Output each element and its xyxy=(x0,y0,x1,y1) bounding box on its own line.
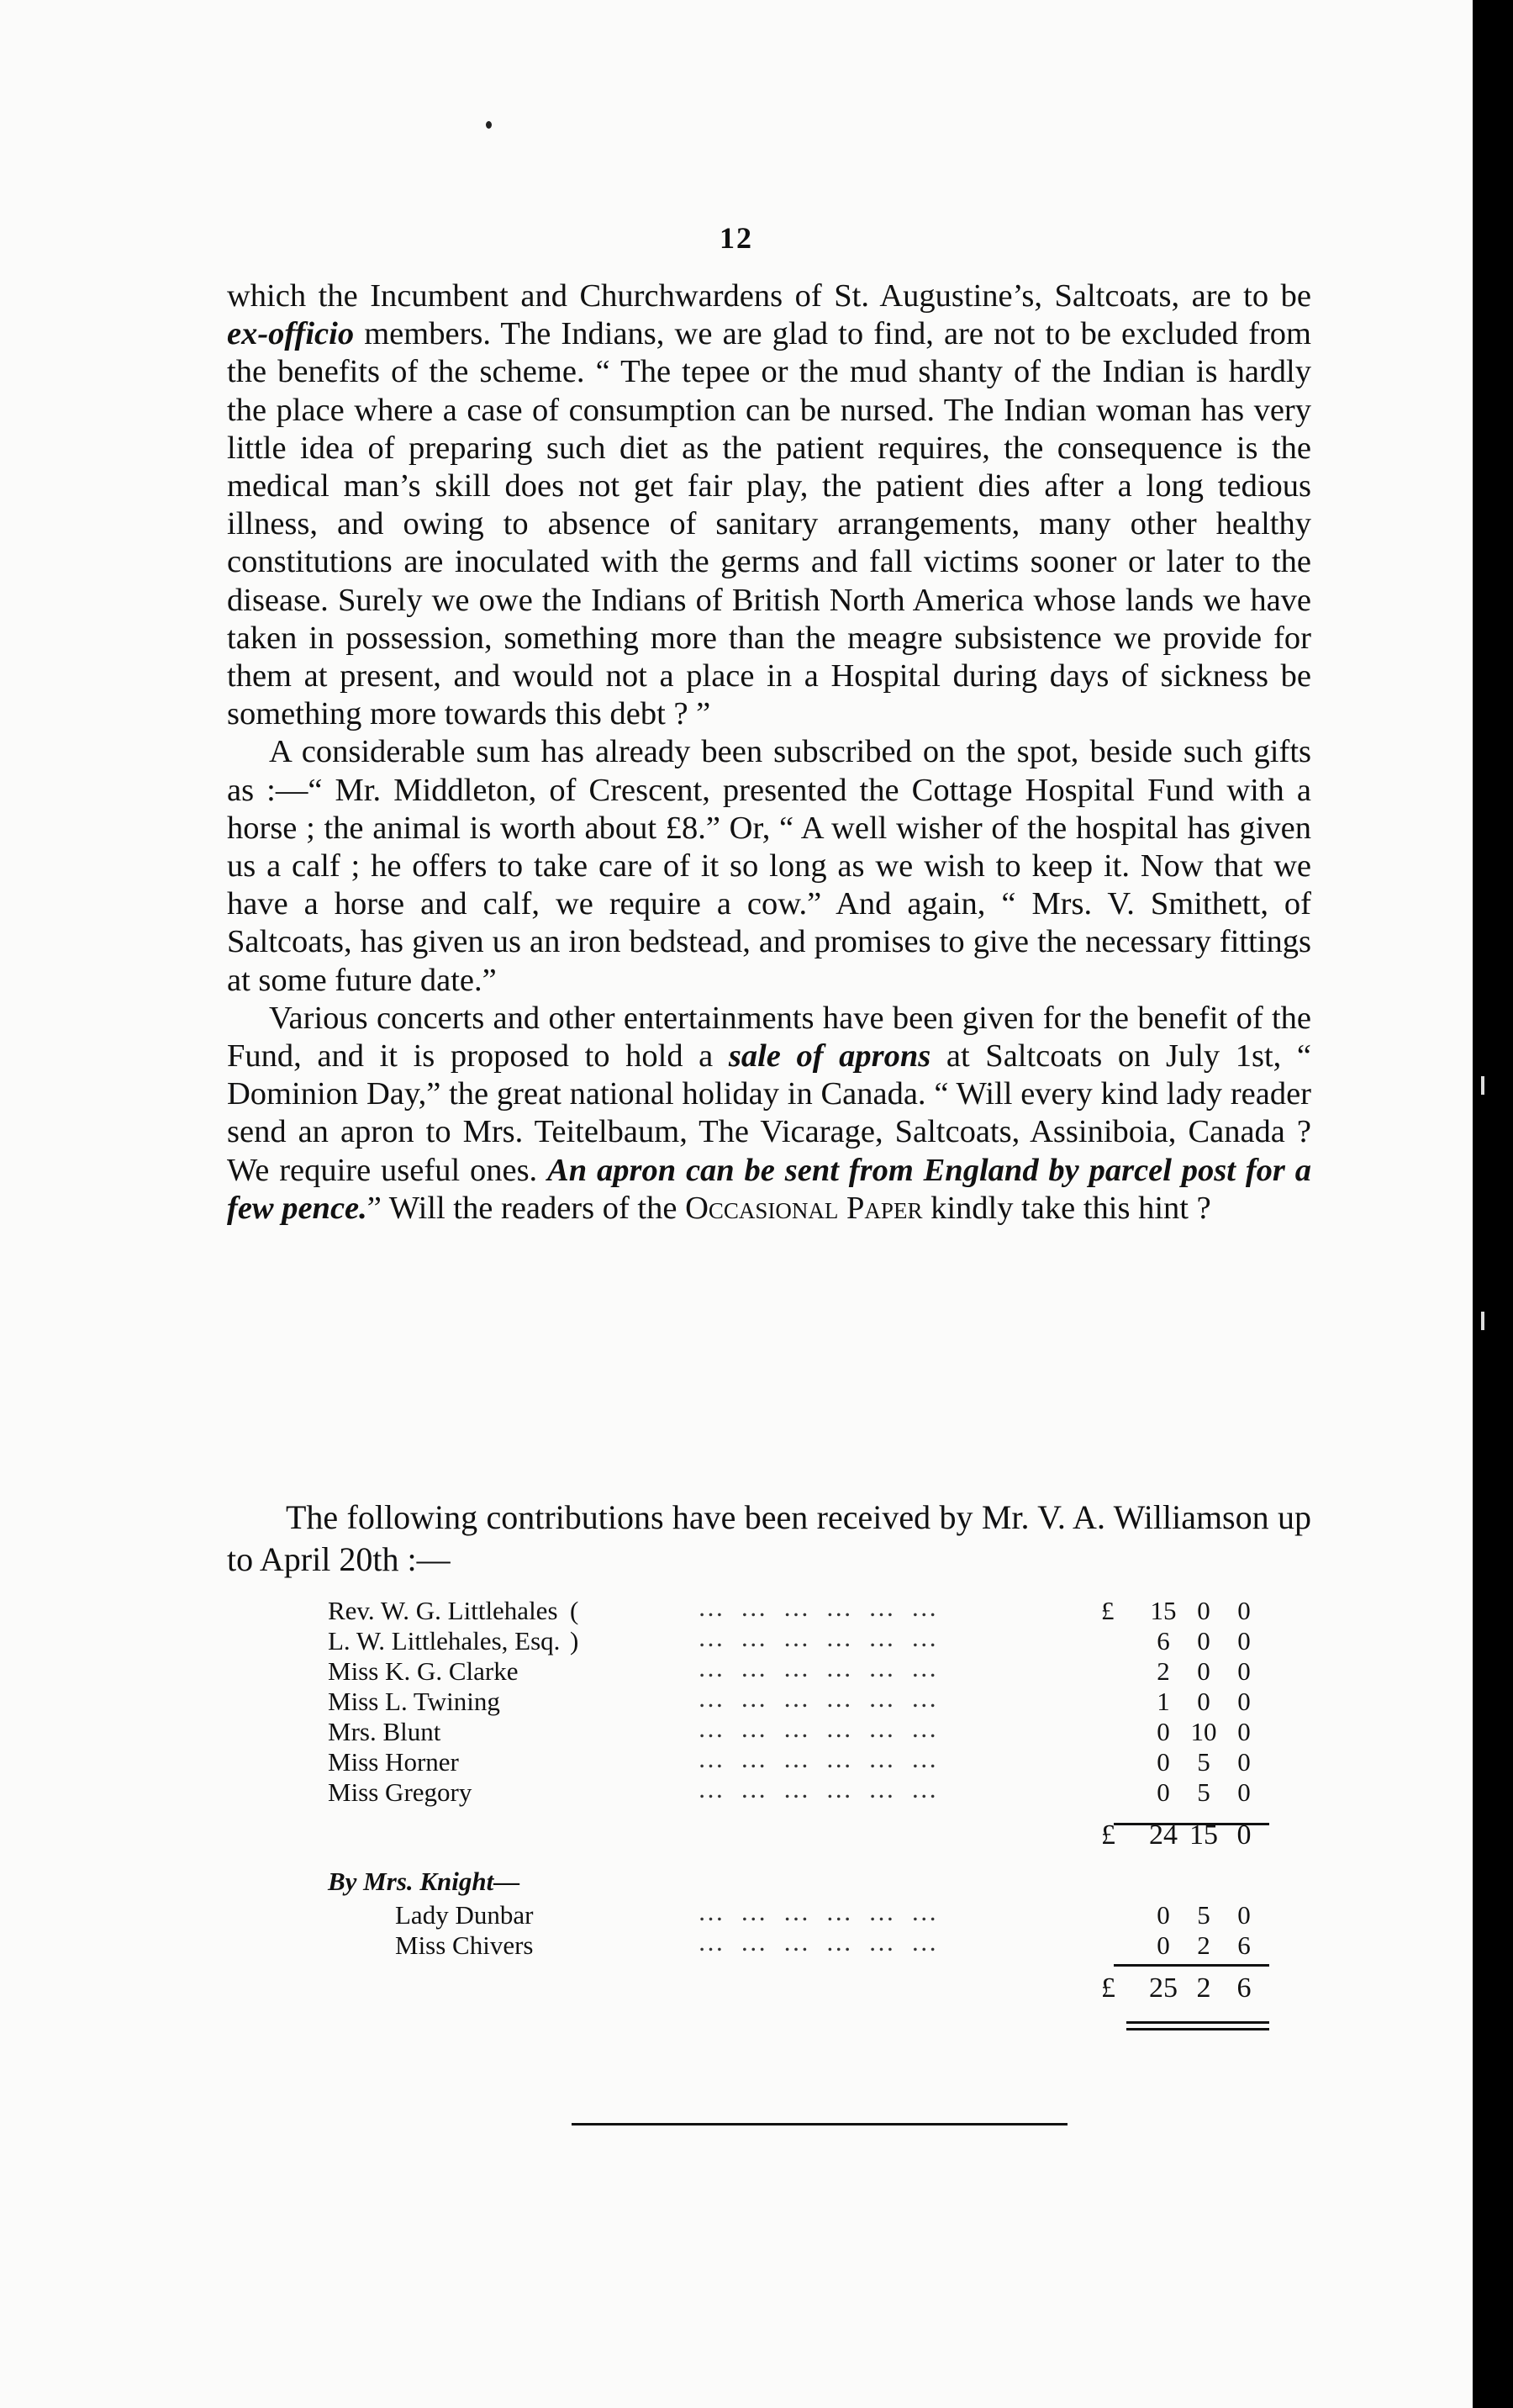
contributor-name: Lady Dunbar xyxy=(395,1900,534,1930)
contributor-name: Miss K. G. Clarke xyxy=(328,1656,519,1686)
contributor-name: Rev. W. G. Littlehales xyxy=(328,1596,558,1625)
double-underline-2 xyxy=(1126,2028,1269,2030)
pounds: 2 xyxy=(1157,1656,1170,1686)
pence: 0 xyxy=(1237,1747,1251,1777)
pence: 0 xyxy=(1237,1656,1251,1686)
contribution-row xyxy=(328,1592,1269,1626)
brace-mark: ) xyxy=(570,1626,579,1656)
leader-dots: … … … … … … xyxy=(698,1927,942,1956)
shillings: 0 xyxy=(1197,1656,1210,1686)
pence: 0 xyxy=(1237,1777,1251,1807)
page-number: 12 xyxy=(720,221,753,255)
grand-total-row xyxy=(328,1961,1269,2020)
grand-total-pound: £ xyxy=(1101,1972,1115,2004)
subtotal-pound: £ xyxy=(1101,1819,1115,1851)
contributor-name: L. W. Littlehales, Esq. xyxy=(328,1626,561,1656)
leader-dots: … … … … … … xyxy=(698,1744,942,1773)
pounds: 15 xyxy=(1150,1596,1177,1625)
contribution-row xyxy=(328,1683,1269,1717)
amount xyxy=(1143,1687,1269,1717)
subtotal-row xyxy=(328,1808,1269,1867)
contribution-row xyxy=(328,1927,1269,1961)
leader-dots: … … … … … … xyxy=(698,1897,942,1926)
amount xyxy=(1143,1656,1269,1687)
shillings: 0 xyxy=(1197,1596,1210,1625)
leader-dots: … … … … … … xyxy=(698,1653,942,1682)
contributor-name: Mrs. Blunt xyxy=(328,1717,441,1746)
edge-mark xyxy=(1481,1076,1484,1095)
grand-total-pounds: 25 xyxy=(1149,1972,1178,2004)
pence: 0 xyxy=(1237,1626,1251,1656)
publication-name: Occasional Paper xyxy=(685,1190,923,1226)
contribution-row xyxy=(328,1714,1269,1747)
contribution-row xyxy=(328,1623,1269,1656)
paragraph-3: Various concerts and other entertainments have been given for the benefit of the Fund, and it is proposed to hold a sale of aprons at Saltcoats on July 1st, “ Dominion Day,” the great national holiday in Canada. “ Will every kind lady reader send an apron to Mrs. Teitelbaum, The Vicarage, Saltcoats, Assiniboia, Canada ? We require useful ones. An apron can be sent from England by parcel post for a few pence.” Will the readers of the Occasional Paper kindly take this hint ? xyxy=(227,1000,1311,1226)
grand-total-pence: 6 xyxy=(1236,1972,1252,2004)
amount xyxy=(1143,1900,1269,1930)
pounds: 0 xyxy=(1157,1777,1170,1807)
shillings: 5 xyxy=(1197,1747,1210,1777)
pounds: 0 xyxy=(1157,1717,1170,1746)
pence: 0 xyxy=(1237,1717,1251,1746)
contributions-ledger xyxy=(328,1592,1269,2020)
edge-mark xyxy=(1481,1312,1484,1330)
subtotal-pence: 0 xyxy=(1236,1819,1252,1851)
knight-heading: By Mrs. Knight— xyxy=(328,1867,520,1896)
double-underline-1 xyxy=(1126,2021,1269,2024)
emphasis-sale-of-aprons: sale of aprons xyxy=(728,1038,931,1075)
pounds: 0 xyxy=(1157,1900,1170,1930)
grand-total-shillings: 2 xyxy=(1196,1972,1211,2004)
contributor-name: Miss Gregory xyxy=(328,1777,472,1807)
pounds: 1 xyxy=(1157,1687,1170,1716)
body-text xyxy=(227,277,1311,1228)
contributor-name: Miss Horner xyxy=(328,1747,459,1777)
contributor-name: Miss Chivers xyxy=(395,1930,534,1960)
paragraph-2: A considerable sum has already been subscribed on the spot, beside such gifts as :—“ Mr. Middleton, of Crescent, presented the Cottage Hospital Fund with a horse ; the animal is worth about £8.” Or, “ A well wisher of the hospital has given us a calf ; he offers to take care of it so long as we wish to keep it. Now that we have a horse and calf, we require a cow.” And again, “ Mrs. V. Smithett, of Saltcoats, has given us an iron bedstead, and promises to give the necessary fittings at some future date.” xyxy=(227,734,1311,998)
shillings: 0 xyxy=(1197,1626,1210,1656)
emphasis-parcel-post: An apron can be sent from England by parcel post for a few pence. xyxy=(227,1152,1311,1226)
closing-rule xyxy=(572,2123,1068,2125)
leader-dots: … … … … … … xyxy=(698,1592,942,1622)
amount xyxy=(1143,1930,1269,1961)
pounds: 0 xyxy=(1157,1747,1170,1777)
contributor-name: Miss L. Twining xyxy=(328,1687,500,1716)
pounds: 6 xyxy=(1157,1626,1170,1656)
contributions-intro: The following contributions have been received by Mr. V. A. Williamson up to April 20th :— xyxy=(227,1498,1311,1578)
subtotal-pounds: 24 xyxy=(1149,1819,1178,1851)
amount xyxy=(1143,1747,1269,1777)
stray-mark xyxy=(486,121,492,129)
contribution-row xyxy=(328,1897,1269,1930)
emphasis-ex-officio: ex-officio xyxy=(227,316,355,352)
pence: 0 xyxy=(1237,1687,1251,1716)
pounds: 0 xyxy=(1157,1930,1170,1960)
pence: 0 xyxy=(1237,1596,1251,1625)
pence: 6 xyxy=(1237,1930,1251,1960)
contribution-row xyxy=(328,1653,1269,1687)
amount xyxy=(1143,1717,1269,1747)
amount xyxy=(1143,1777,1269,1808)
leader-dots: … … … … … … xyxy=(698,1774,942,1803)
leader-dots: … … … … … … xyxy=(698,1683,942,1713)
subtotal-shillings: 15 xyxy=(1189,1819,1218,1851)
leader-dots: … … … … … … xyxy=(698,1623,942,1652)
pound-sign: £ xyxy=(1101,1596,1115,1625)
shillings: 5 xyxy=(1197,1900,1210,1930)
leader-dots: … … … … … … xyxy=(698,1714,942,1743)
contribution-row xyxy=(328,1774,1269,1808)
knight-heading-row xyxy=(328,1867,1269,1900)
shillings: 10 xyxy=(1190,1717,1217,1746)
shillings: 2 xyxy=(1197,1930,1210,1960)
brace-mark: ( xyxy=(570,1596,579,1625)
contribution-row xyxy=(328,1744,1269,1777)
amount xyxy=(1143,1626,1269,1656)
shillings: 5 xyxy=(1197,1777,1210,1807)
amount xyxy=(1143,1596,1269,1626)
shillings: 0 xyxy=(1197,1687,1210,1716)
paragraph-1: which the Incumbent and Churchwardens of St. Augustine’s, Saltcoats, are to be ex-officio members. The Indians, we are glad to find, are not to be excluded from the benefits of the scheme. “ The tepee or the mud shanty of the Indian is hardly the place where a case of consumption can be nursed. The Indian woman has very little idea of preparing such diet as the patient requires, the consequence is the medical man’s skill does not get fair play, the patient dies after a long tedious illness, and owing to absence of sanitary arrangements, many other healthy constitutions are inoculated with the germs and fall victims sooner or later to the disease. Surely we owe the Indians of British North America whose lands we have taken in possession, something more than the meagre subsistence we provide for them at present, and would not a place in a Hospital during days of sickness be something more towards this debt ? ” xyxy=(227,278,1311,732)
pence: 0 xyxy=(1237,1900,1251,1930)
